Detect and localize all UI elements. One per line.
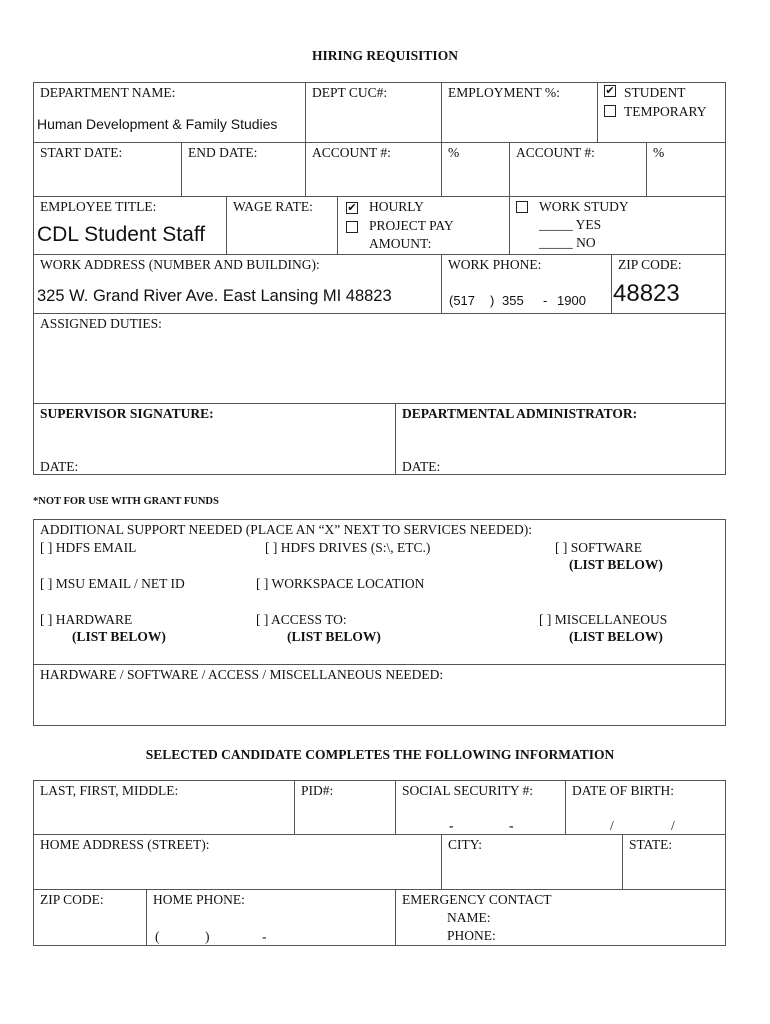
supervisor-date-label: DATE: [40,459,79,474]
work-address-label: WORK ADDRESS (NUMBER AND BUILDING): [40,257,320,272]
amount-label: AMOUNT: [369,236,432,251]
work-phone-area[interactable]: (517 [449,293,476,308]
assigned-duties-label: ASSIGNED DUTIES: [40,316,162,331]
hardware-list-note: (LIST BELOW) [72,629,166,644]
home-phone-open-paren: ( [155,929,160,944]
work-phone-prefix[interactable]: 355 [502,293,524,308]
candidate-zip-label: ZIP CODE: [40,892,104,907]
software-option[interactable]: [ ] SOFTWARE [555,540,642,555]
employee-title-field[interactable]: CDL Student Staff [37,223,206,246]
access-to-option[interactable]: [ ] ACCESS TO: [256,612,347,627]
zip-code-field[interactable]: 48823 [613,280,680,307]
grant-funds-note: *NOT FOR USE WITH GRANT FUNDS [33,496,219,507]
hardware-option[interactable]: [ ] HARDWARE [40,612,133,627]
hourly-label: HOURLY [369,199,424,214]
access-list-note: (LIST BELOW) [287,629,381,644]
hdfs-drives-option[interactable]: [ ] HDFS DRIVES (S:\, ETC.) [265,540,431,555]
departmental-administrator-label: DEPARTMENTAL ADMINISTRATOR: [402,406,638,421]
supervisor-signature-label: SUPERVISOR SIGNATURE: [40,406,214,421]
student-label: STUDENT [624,85,686,100]
work-study-no: _____ NO [539,235,596,250]
zip-code-label: ZIP CODE: [618,257,682,272]
employment-percent-label: EMPLOYMENT %: [448,85,560,100]
department-name-field[interactable]: Human Development & Family Studies [37,116,278,132]
student-checkbox[interactable]: ✔ [605,84,615,97]
account2-label: ACCOUNT #: [516,145,595,160]
workspace-location-option[interactable]: [ ] WORKSPACE LOCATION [256,576,425,591]
work-study-label: WORK STUDY [539,199,629,214]
hourly-checkbox[interactable]: ✔ [347,201,357,214]
emergency-contact-label: EMERGENCY CONTACT [402,892,552,907]
form-title: HIRING REQUISITION [312,48,458,63]
ssn-label: SOCIAL SECURITY #: [402,783,534,798]
candidate-section-heading: SELECTED CANDIDATE COMPLETES THE FOLLOWING INFORMATION [145,747,615,762]
project-pay-checkbox[interactable] [346,221,358,233]
home-phone-label: HOME PHONE: [153,892,245,907]
dob-label: DATE OF BIRTH: [572,783,674,798]
additional-support-header: ADDITIONAL SUPPORT NEEDED (PLACE AN “X” NEXT TO SERVICES NEEDED): [40,522,532,537]
msu-email-option[interactable]: [ ] MSU EMAIL / NET ID [40,576,185,591]
work-phone-paren: ) [490,293,495,308]
dob-separator-1: / [610,818,614,833]
home-phone-close-paren: ) [205,929,210,944]
home-phone-dash: - [262,929,267,944]
needed-items-field[interactable] [34,685,724,725]
dept-cuc-label: DEPT CUC#: [312,85,388,100]
department-name-label: DEPARTMENT NAME: [40,85,176,100]
temporary-checkbox[interactable] [604,105,616,117]
city-label: CITY: [448,837,483,852]
emergency-phone-label: PHONE: [447,928,496,943]
account1-percent: % [448,145,460,160]
work-study-yes: _____ YES [539,217,602,232]
ssn-separator-1: - [449,818,454,833]
account2-percent: % [653,145,665,160]
temporary-label: TEMPORARY [624,104,707,119]
work-phone-dash: - [543,293,548,308]
state-label: STATE: [629,837,673,852]
pid-label: PID#: [301,783,334,798]
miscellaneous-option[interactable]: [ ] MISCELLANEOUS [539,612,668,627]
work-phone-line[interactable]: 1900 [557,293,586,308]
emergency-name-label: NAME: [447,910,491,925]
work-phone-label: WORK PHONE: [448,257,542,272]
dob-separator-2: / [671,818,675,833]
account1-label: ACCOUNT #: [312,145,391,160]
project-pay-label: PROJECT PAY [369,218,454,233]
software-list-note: (LIST BELOW) [569,557,663,572]
employee-title-label: EMPLOYEE TITLE: [40,199,157,214]
ssn-separator-2: - [509,818,514,833]
home-address-label: HOME ADDRESS (STREET): [40,837,210,852]
misc-list-note: (LIST BELOW) [569,629,663,644]
hdfs-email-option[interactable]: [ ] HDFS EMAIL [40,540,137,555]
needed-items-label: HARDWARE / SOFTWARE / ACCESS / MISCELLANEOUS NEEDED: [40,667,444,682]
work-study-checkbox[interactable] [516,201,528,213]
wage-rate-label: WAGE RATE: [233,199,313,214]
candidate-name-label: LAST, FIRST, MIDDLE: [40,783,179,798]
end-date-label: END DATE: [188,145,258,160]
start-date-label: START DATE: [40,145,123,160]
administrator-date-label: DATE: [402,459,441,474]
work-address-field[interactable]: 325 W. Grand River Ave. East Lansing MI 48823 [37,287,392,305]
assigned-duties-field[interactable] [34,334,724,402]
